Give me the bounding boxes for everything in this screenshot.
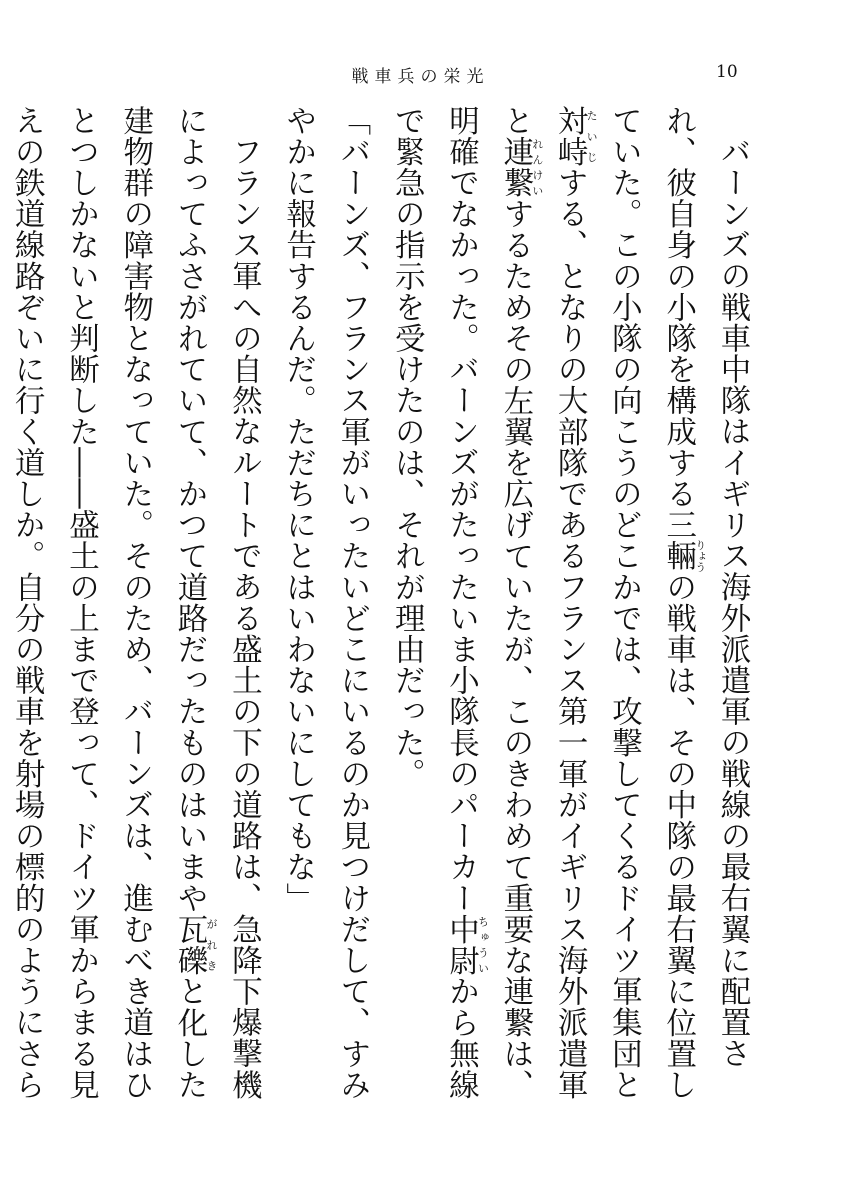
- text-run: と化した建物群の障害物となっていた。そのため、バーンズは、進むべき道はひとつしかないと判断した――盛土の上まで登って、ドイツ軍からまる見えの鉄道線路ぞいに行く道しか。自分の戦車を射場の標的のようにさら: [9, 105, 208, 1101]
- ruby-base: 瓦礫: [172, 913, 208, 976]
- ruby-base: 中尉: [443, 913, 479, 976]
- ruby-reading: れんけい: [530, 136, 544, 199]
- text-run: の戦車は、その中隊の最右翼に位置していた。この小隊の向こうのどこかでは、攻撃してくるドイツ軍集団と: [606, 105, 696, 1101]
- ruby-reading: りょう: [693, 539, 707, 573]
- ruby-reading: たいじ: [585, 105, 599, 168]
- text-run: するためその左翼を広げていたが、このきわめて重要な連繋は、明確でなかった。バーンズがたったいま小隊長のパーカー: [443, 105, 533, 1101]
- text-run: 「バーンズ、フランス軍がいったいどこにいるのか見つけだして、すみやかに報告するんだ。ただちにとはいわないにしてもな」: [280, 105, 370, 1101]
- text-run: する、となりの大部隊であるフランス第一軍がイギリス海外派遣軍と: [497, 105, 588, 1101]
- paragraph: [379, 105, 759, 1115]
- paragraph: [0, 105, 270, 1115]
- body-text: [0, 105, 759, 1115]
- paragraph: [270, 105, 379, 1115]
- running-header-title: 戦車兵の栄光: [351, 67, 490, 87]
- ruby-term: [172, 913, 219, 976]
- ruby-base: 輛: [660, 539, 696, 573]
- text-run: バーンズの戦車中隊はイギリス海外派遣軍: [715, 135, 750, 727]
- ruby-base: 連繋: [497, 136, 533, 199]
- ruby-reading: ちゅうい: [476, 913, 490, 976]
- page-number: 10: [716, 62, 738, 82]
- ruby-reading: がれき: [205, 913, 219, 976]
- ruby-term: [552, 105, 599, 168]
- ruby-term: [660, 539, 707, 573]
- ruby-term: [443, 913, 490, 976]
- text-run: フランス軍への自然なルートである盛土の下の道路は、急降下爆撃機によってふさがれていて、かつて道路だったものはいまや: [172, 105, 262, 1100]
- ruby-term: [497, 136, 544, 199]
- text-run: の戦線の最右翼に配置され、彼自身の小隊を構成する三: [660, 105, 750, 1069]
- ruby-base: 対峙: [552, 105, 588, 168]
- text-run: から無線で緊急の指示を受けたのは、それが理由だった。: [389, 105, 479, 1101]
